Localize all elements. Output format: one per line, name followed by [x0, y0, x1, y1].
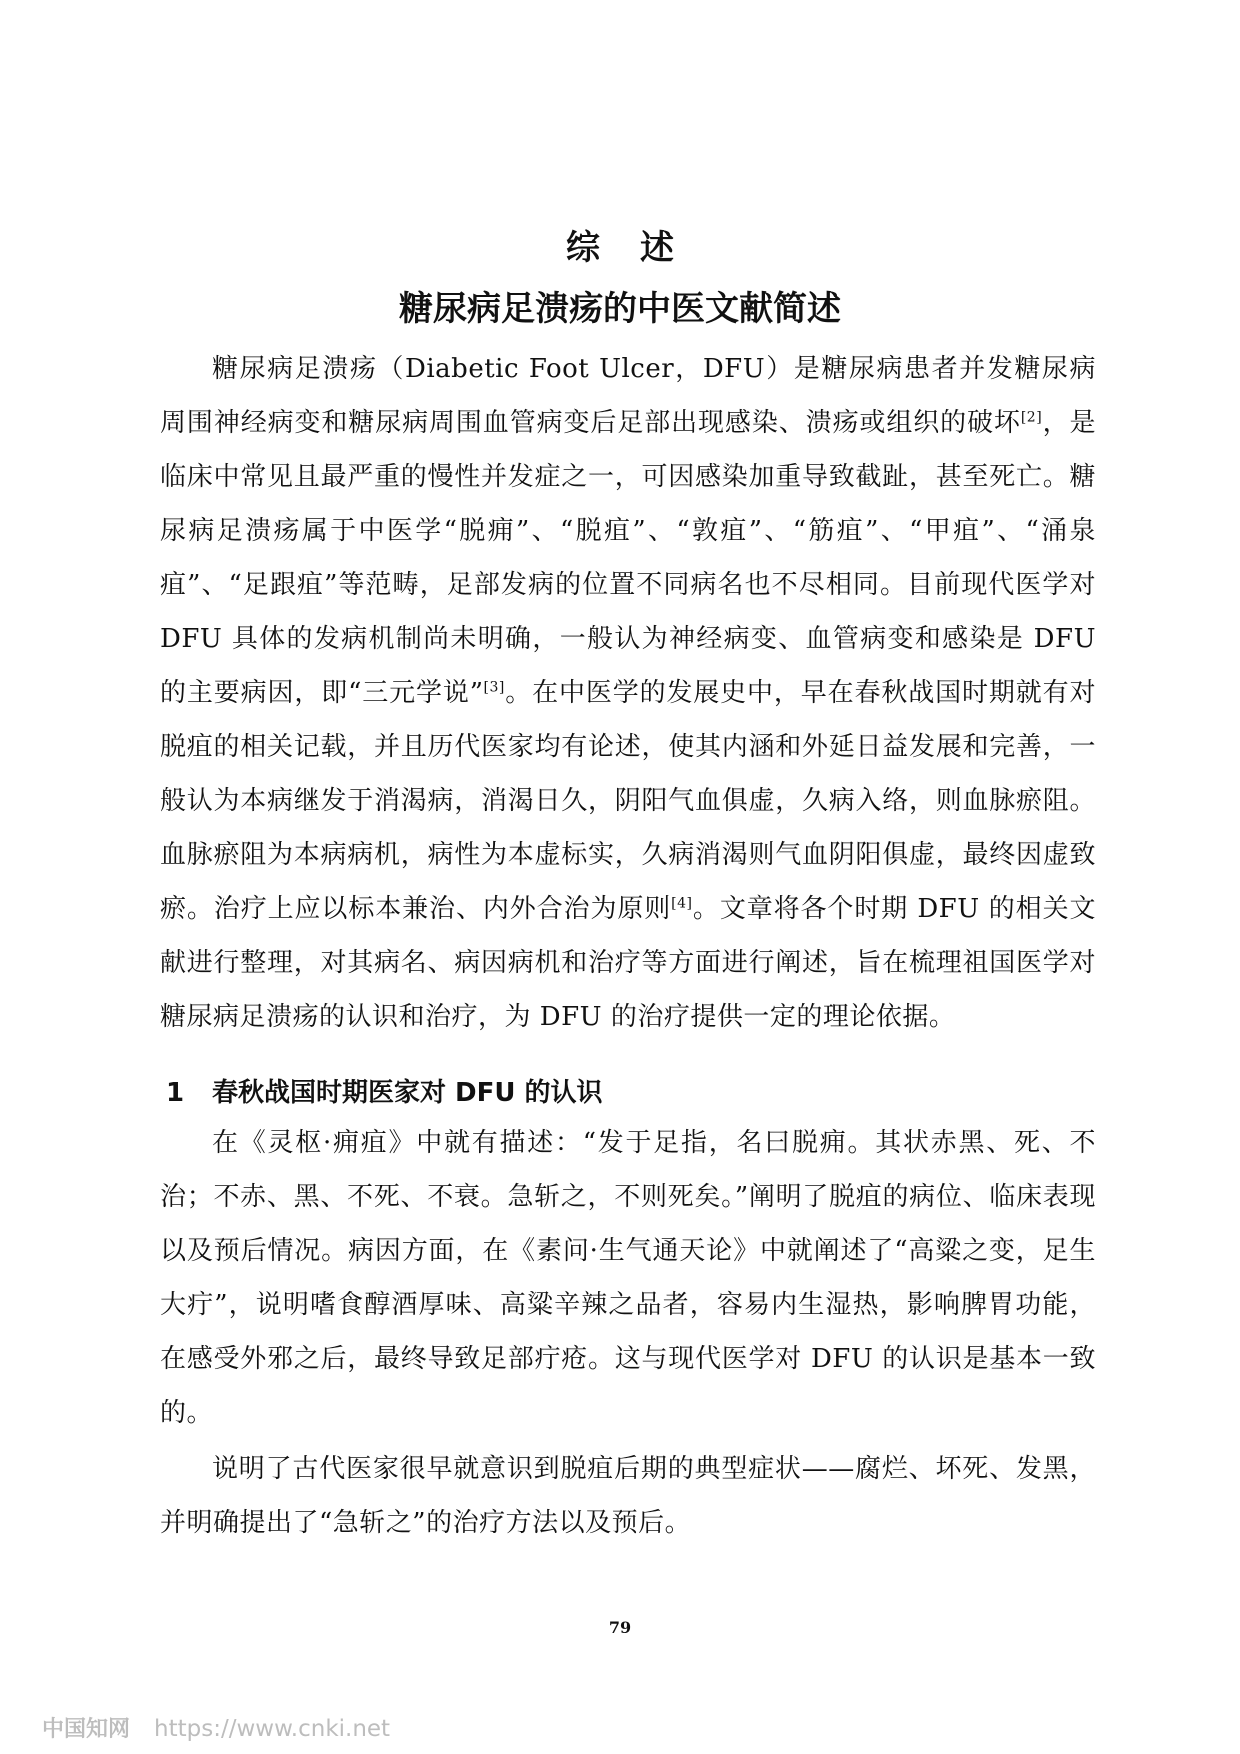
section-1-paragraph-1: 在《灵枢·痈疽》中就有描述：“发于足指，名曰脱痈。其状赤黑、死、不治；不赤、黑、不死、不衰。急斩之，不则死矣。”阐明了脱疽的病位、临床表现以及预后情况。病因方面，在《素问·生气通天论》中就阐述了“高粱之变，足生大疔”，说明嗜食醇酒厚味、高粱辛辣之品者，容易内生湿热，影响脾胃功能，在感受外邪之后，最终导致足部疔疮。这与现代医学对 DFU 的认识是基本一致的。 [160, 1128, 1096, 1428]
intro-text-2: ，是临床中常见且最严重的慢性并发症之一，可因感染加重导致截趾，甚至死亡。糖尿病足溃疡属于中医学“脱痈”、“脱疽”、“敦疽”、“筋疽”、“甲疽”、“涌泉疽”、“足跟疽”等范畴，足部发病的位置不同病名也不尽相同。目前现代医学对 DFU 具体的发病机制尚未明确，一般认为神经病变、血管病变和感染是 DFU 的主要病因，即“三元学说” [160, 408, 1096, 708]
cnki-watermark [42, 1712, 390, 1743]
section-1-number: 1 [166, 1078, 185, 1108]
citation-ref-4: [4] [671, 895, 693, 912]
section-title: 综述 [566, 228, 714, 268]
citation-ref-3: [3] [483, 679, 505, 696]
section-1-body [160, 1116, 1096, 1440]
page-number: 79 [608, 1618, 632, 1637]
intro-section [160, 342, 1096, 1044]
intro-text-1: 糖尿病足溃疡（Diabetic Foot Ulcer，DFU）是糖尿病患者并发糖尿病周围神经病变和糖尿病周围血管病变后足部出现感染、溃疡或组织的破坏 [160, 354, 1096, 438]
intro-text-4: 。文章将各个时期 DFU 的相关文献进行整理，对其病名、病因病机和治疗等方面进行阐述，旨在梳理祖国医学对糖尿病足溃疡的认识和治疗，为 DFU 的治疗提供一定的理论依据。 [160, 894, 1096, 1032]
section-1-body-2 [160, 1442, 1096, 1550]
watermark-url: https://www.cnki.net [154, 1716, 391, 1742]
section-1-paragraph-2: 说明了古代医家很早就意识到脱疽后期的典型症状——腐烂、坏死、发黑，并明确提出了“急斩之”的治疗方法以及预后。 [160, 1454, 1096, 1538]
watermark-brand: 中国知网 [42, 1717, 131, 1742]
section-1-heading-text: 春秋战国时期医家对 DFU 的认识 [212, 1078, 603, 1108]
intro-text-3: 。在中医学的发展史中，早在春秋战国时期就有对脱疽的相关记载，并且历代医家均有论述，使其内涵和外延日益发展和完善，一般认为本病继发于消渴病，消渴日久，阴阳气血俱虚，久病入络，则血脉瘀阻。血脉瘀阻为本病病机，病性为本虚标实，久病消渴则气血阴阳俱虚，最终因虚致瘀。治疗上应以标本兼治、内外合治为原则 [160, 678, 1096, 924]
citation-ref-2: [2] [1020, 409, 1043, 426]
article-title: 糖尿病足溃疡的中医文献简述 [399, 289, 841, 329]
intro-paragraph [160, 342, 1096, 1044]
section-1-heading [166, 1066, 603, 1120]
